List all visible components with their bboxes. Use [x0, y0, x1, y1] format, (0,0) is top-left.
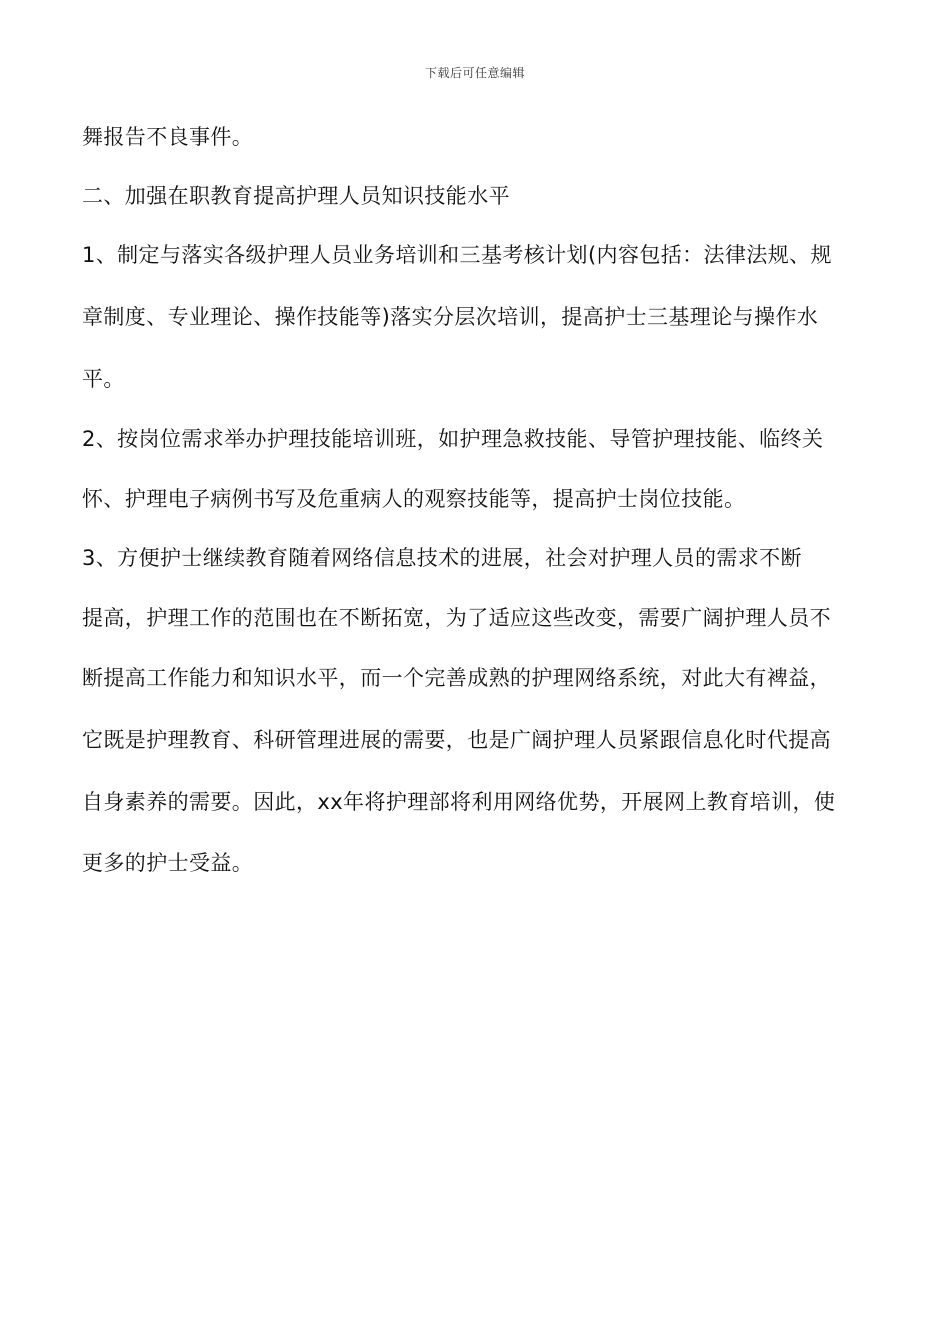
- text-line: 更多的护士受益。: [82, 851, 254, 875]
- section-heading: 二、加强在职教育提高护理人员知识技能水平: [82, 184, 510, 208]
- text-line: 3、方便护士继续教育随着网络信息技术的进展，社会对护理人员的需求不断: [82, 546, 802, 570]
- text-line: 章制度、专业理论、操作技能等)落实分层次培训，提高护士三基理论与操作水: [82, 305, 819, 329]
- text-line: 断提高工作能力和知识水平，而一个完善成熟的护理网络系统，对此大有裨益，: [82, 666, 831, 690]
- text-line: 它既是护理教育、科研管理进展的需要，也是广阔护理人员紧跟信息化时代提高: [82, 728, 831, 752]
- text-line: 1、制定与落实各级护理人员业务培训和三基考核计划(内容包括：法律法规、规: [82, 243, 832, 267]
- text-line: 舞报告不良事件。: [82, 125, 254, 149]
- text-line: 怀、护理电子病例书写及危重病人的观察技能等，提高护士岗位技能。: [82, 487, 746, 511]
- text-line: 2、按岗位需求举办护理技能培训班，如护理急救技能、导管护理技能、临终关: [82, 427, 824, 451]
- text-line: 自身素养的需要。因此，xx年将护理部将利用网络优势，开展网上教育培训，使: [82, 790, 836, 814]
- page-header-note: 下载后可任意编辑: [424, 66, 525, 80]
- text-line: 平。: [82, 367, 125, 391]
- text-line: 提高，护理工作的范围也在不断拓宽，为了适应这些改变，需要广阔护理人员不: [82, 606, 831, 630]
